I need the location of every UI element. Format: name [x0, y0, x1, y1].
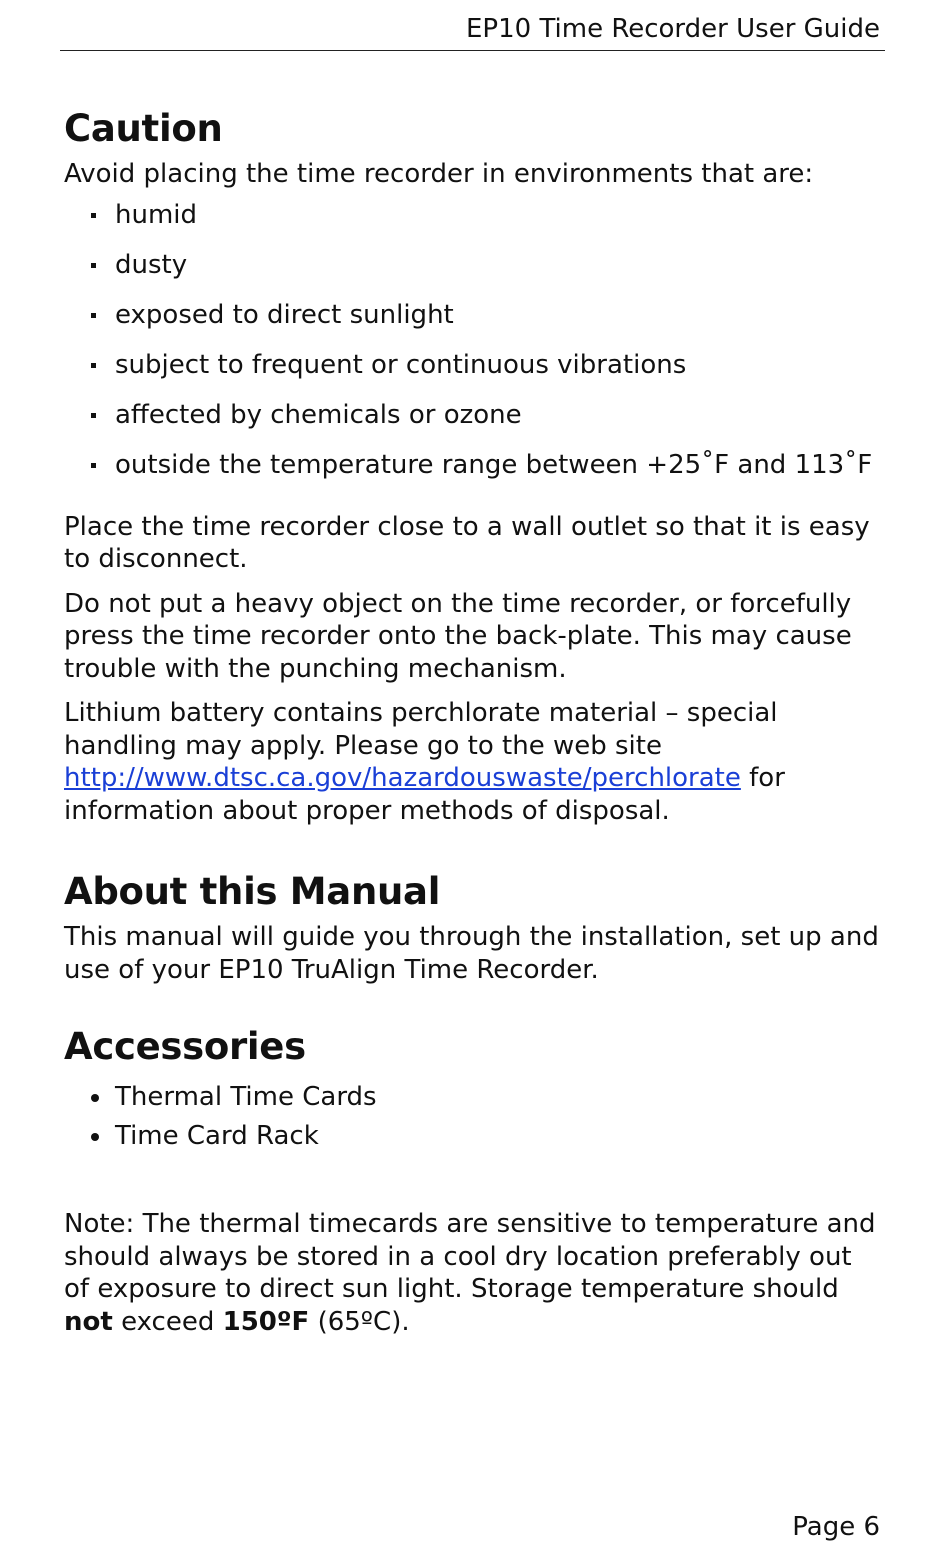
- list-item: dusty: [64, 249, 884, 281]
- note-text: Note: The thermal timecards are sensitive to temperature and should always be stored in a cool dry location preferably out of exposure to direct sun light. Storage temperature should: [64, 1209, 876, 1304]
- page-number: Page 6: [792, 1512, 880, 1542]
- heavy-object-paragraph: Do not put a heavy object on the time recorder, or forcefully press the time recorder onto the back-plate. This may cause trouble with the punching mechanism.: [64, 588, 852, 684]
- battery-text-after: for information about proper methods of disposal.: [64, 763, 785, 826]
- caution-list: [64, 199, 884, 481]
- note-text-after: (65ºC).: [309, 1306, 410, 1337]
- list-item: outside the temperature range between +25˚F and 113˚F: [64, 449, 884, 481]
- caution-heading: Caution: [64, 107, 223, 150]
- list-item: subject to frequent or continuous vibrations: [64, 349, 884, 381]
- caution-intro: Avoid placing the time recorder in environments that are:: [64, 159, 814, 189]
- note-bold-temp: 150ºF: [222, 1306, 310, 1337]
- accessories-list: [64, 1078, 884, 1156]
- page-content: [64, 104, 884, 1338]
- accessories-section: [64, 1022, 884, 1338]
- perchlorate-link[interactable]: http://www.dtsc.ca.gov/hazardouswaste/perchlorate: [64, 763, 741, 793]
- about-section: [64, 867, 884, 986]
- note-exceed: exceed: [112, 1306, 223, 1337]
- page-header: [60, 12, 885, 51]
- list-item: Thermal Time Cards: [64, 1078, 884, 1117]
- header-title: EP10 Time Recorder User Guide: [465, 14, 880, 44]
- caution-section: [64, 104, 884, 827]
- outlet-paragraph: Place the time recorder close to a wall outlet so that it is easy to disconnect.: [64, 511, 870, 574]
- list-item: Time Card Rack: [64, 1117, 884, 1156]
- list-item: exposed to direct sunlight: [64, 299, 884, 331]
- about-text: This manual will guide you through the installation, set up and use of your EP10 TruAlign Time Recorder.: [64, 922, 879, 985]
- accessories-heading: Accessories: [64, 1025, 306, 1068]
- list-item: affected by chemicals or ozone: [64, 399, 884, 431]
- list-item: humid: [64, 199, 884, 231]
- about-heading: About this Manual: [64, 870, 441, 913]
- battery-paragraph: [64, 697, 884, 827]
- battery-text: Lithium battery contains perchlorate material – special handling may apply. Please go to the web site: [64, 698, 778, 761]
- note-bold-not: not: [64, 1306, 113, 1337]
- note-paragraph: [64, 1208, 884, 1338]
